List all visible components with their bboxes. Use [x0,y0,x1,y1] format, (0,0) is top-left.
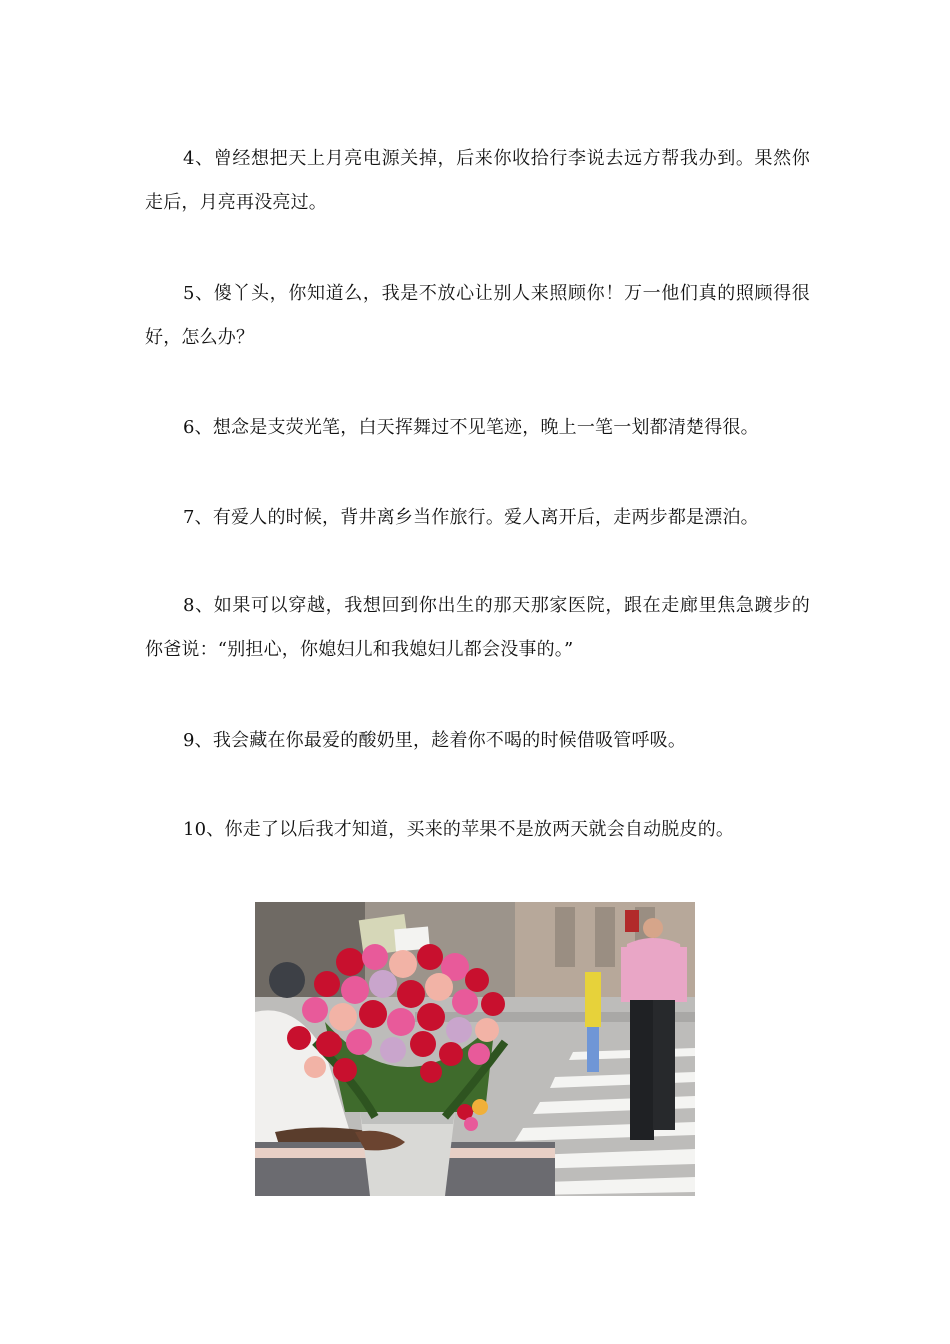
paragraph-6: 6、想念是支荧光笔，白天挥舞过不见笔迹，晚上一笔一划都清楚得很。 [183,417,759,438]
paragraph-10: 10、你走了以后我才知道，买来的苹果不是放两天就会自动脱皮的。 [183,819,735,840]
rose-bouquet-photo [255,902,695,1196]
paragraph-9: 9、我会藏在你最爱的酸奶里，趁着你不喝的时候借吸管呼吸。 [183,730,687,751]
paragraph-8: 8、如果可以穿越，我想回到你出生的那天那家医院，跟在走廊里焦急踱步的你爸说：“别担心，你媳妇儿和我媳妇儿都会没事的。” [145,595,810,660]
paragraph-4: 4、曾经想把天上月亮电源关掉，后来你收拾行李说去远方帮我办到。果然你走后，月亮再没亮过。 [145,148,810,213]
photo-illustration [255,902,695,1196]
paragraph-7: 7、有爱人的时候，背井离乡当作旅行。爱人离开后，走两步都是漂泊。 [183,507,759,528]
paragraph-5: 5、傻丫头，你知道么，我是不放心让别人来照顾你！万一他们真的照顾得很好，怎么办？ [145,283,810,348]
